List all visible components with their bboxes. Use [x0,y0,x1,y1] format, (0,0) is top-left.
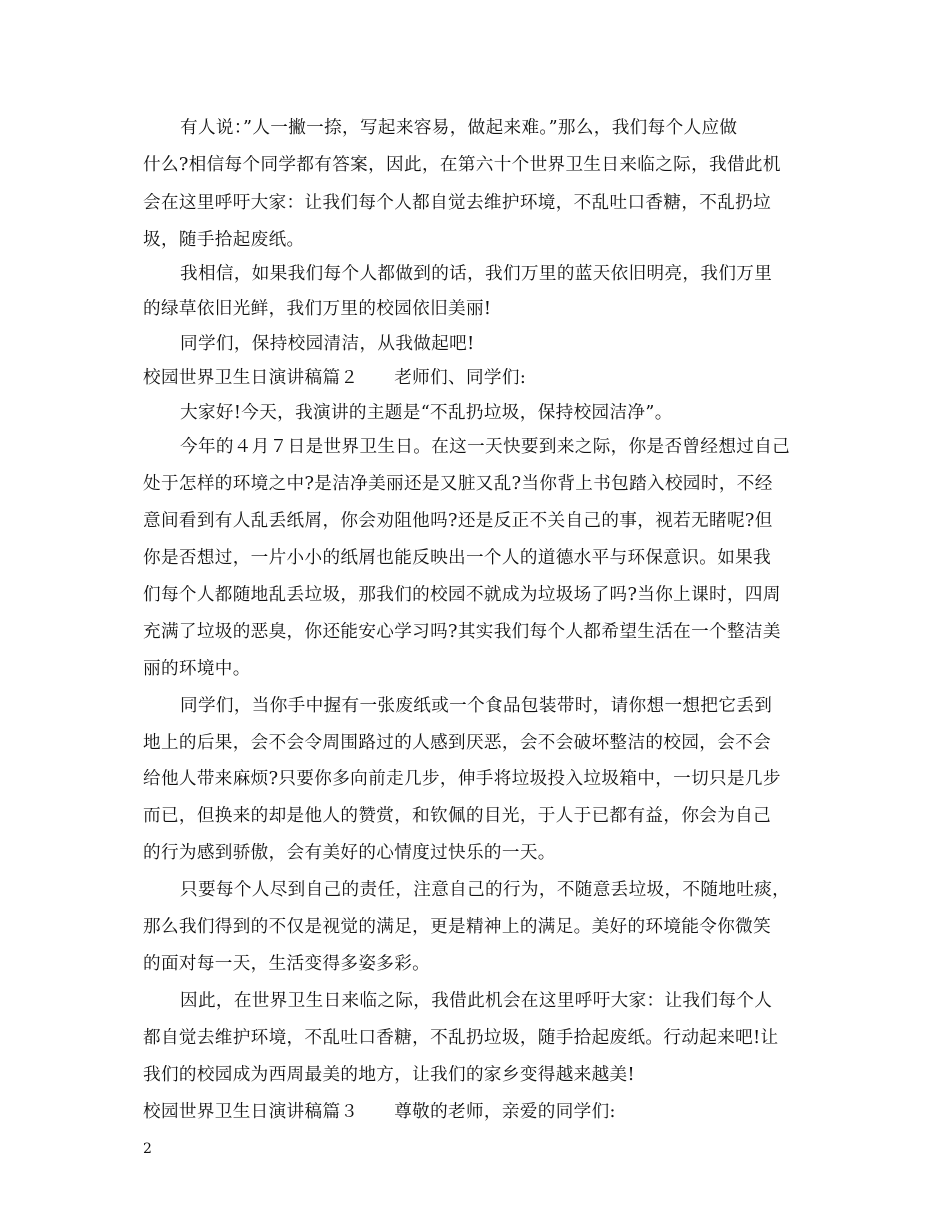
paragraph-line: 有人说：”人一撇一捺，写起来容易，做起来难。”那么，我们每个人应做 [180,118,738,138]
paragraph-line: 充满了垃圾的恶臭，你还能安心学习吗?其实我们每个人都希望生活在一个整洁美 [143,622,781,642]
paragraph-line: 会在这里呼吁大家：让我们每个人都自觉去维护环境，不乱吐口香糖，不乱扔垃 [143,193,772,213]
paragraph-line: 丽的环境中。 [143,659,251,679]
paragraph-line: 给他人带来麻烦?只要你多向前走几步，伸手将垃圾投入垃圾箱中，一切只是几步 [143,769,781,789]
paragraph-line: 只要每个人尽到自己的责任，注意自己的行为，不随意丢垃圾，不随地吐痰， [180,880,791,900]
paragraph-line: 们每个人都随地乱丢垃圾，那我们的校园不就成为垃圾场了吗?当你上课时，四周 [143,585,781,605]
paragraph-line: 今年的４月７日是世界卫生日。在这一天快要到来之际，你是否曾经想过自己 [180,437,791,457]
paragraph-line: 我相信，如果我们每个人都做到的话，我们万里的蓝天依旧明亮，我们万里 [180,264,773,284]
paragraph-line: 那么我们得到的不仅是视觉的满足，更是精神上的满足。美好的环境能令你微笑 [143,917,772,937]
section-heading: 校园世界卫生日演讲稿篇２ 老师们、同学们: [143,368,527,388]
paragraph-line: 的绿草依旧光鲜，我们万里的校园依旧美丽! [143,299,492,319]
section-heading: 校园世界卫生日演讲稿篇３ 尊敬的老师，亲爱的同学们: [143,1102,616,1122]
paragraph-line: 地上的后果，会不会令周围路过的人感到厌恶，会不会破坏整洁的校园，会不会 [143,733,772,753]
paragraph-line: 我们的校园成为西周最美的地方，让我们的家乡变得越来越美! [143,1065,635,1085]
paragraph-line: 你是否想过，一片小小的纸屑也能反映出一个人的道德水平与环保意识。如果我 [143,548,772,568]
paragraph-line: 因此，在世界卫生日来临之际，我借此机会在这里呼吁大家：让我们每个人 [180,991,773,1011]
page-number: 2 [143,1141,152,1157]
paragraph-line: 的行为感到骄傲，会有美好的心情度过快乐的一天。 [143,843,556,863]
paragraph-line: 大家好!今天，我演讲的主题是“不乱扔垃圾，保持校园洁净”。 [180,403,673,423]
paragraph-line: 什么?相信每个同学都有答案，因此，在第六十个世界卫生日来临之际，我借此机 [143,155,781,175]
paragraph-line: 同学们，当你手中握有一张废纸或一个食品包装带时，请你想一想把它丢到 [180,696,773,716]
paragraph-line: 处于怎样的环境之中?是洁净美丽还是又脏又乱?当你背上书包踏入校园时，不经 [143,474,773,494]
paragraph-line: 都自觉去维护环境，不乱吐口香糖，不乱扔垃圾，随手拾起废纸。行动起来吧!让 [143,1028,779,1048]
paragraph-line: 而已，但换来的却是他人的赞赏，和钦佩的目光，于人于已都有益，你会为自己 [143,806,772,826]
paragraph-line: 同学们，保持校园清洁，从我做起吧! [180,334,475,354]
paragraph-line: 圾，随手拾起废纸。 [143,230,305,250]
paragraph-line: 意间看到有人乱丢纸屑，你会劝阻他吗?还是反正不关自己的事，视若无睹呢?但 [143,511,773,531]
paragraph-line: 的面对每一天，生活变得多姿多彩。 [143,954,431,974]
